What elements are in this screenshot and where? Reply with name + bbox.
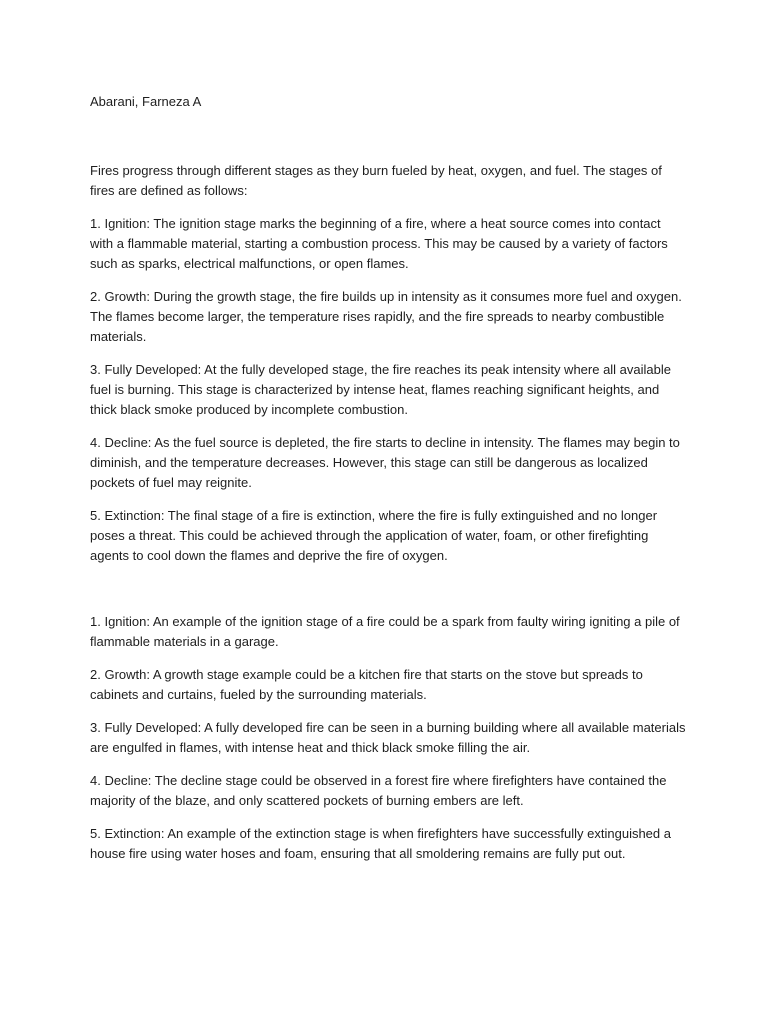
stage-decline-paragraph: 4. Decline: As the fuel source is depleted, the fire starts to decline in intensity. The flames may begin to diminish, and the temperature decreases. However, this stage can still be dangerous as localized pockets of fuel may reignite.: [90, 435, 680, 490]
example-growth-paragraph: 2. Growth: A growth stage example could be a kitchen fire that starts on the stove but spreads to cabinets and curtains, fueled by the surrounding materials.: [90, 667, 643, 702]
author-name: Abarani, Farneza A: [90, 94, 202, 109]
stage-ignition-paragraph: 1. Ignition: The ignition stage marks the beginning of a fire, where a heat source comes into contact with a flammable material, starting a combustion process. This may be caused by a variety of factors such as sparks, electrical malfunctions, or open flames.: [90, 216, 668, 271]
stage-fully-developed-paragraph: 3. Fully Developed: At the fully developed stage, the fire reaches its peak intensity where all available fuel is burning. This stage is characterized by intense heat, flames reaching significant heights, and thick black smoke produced by incomplete combustion.: [90, 362, 672, 417]
example-ignition-paragraph: 1. Ignition: An example of the ignition stage of a fire could be a spark from faulty wiring igniting a pile of flammable materials in a garage.: [90, 614, 680, 649]
stage-growth-paragraph: 2. Growth: During the growth stage, the fire builds up in intensity as it consumes more fuel and oxygen. The flames become larger, the temperature rises rapidly, and the fire spreads to nearby combustible materials.: [90, 289, 682, 344]
example-extinction-paragraph: 5. Extinction: An example of the extinction stage is when firefighters have successfully extinguished a house fire using water hoses and foam, ensuring that all smoldering remains are fully put out.: [90, 826, 671, 861]
section-spacer: [90, 579, 686, 612]
example-decline-paragraph: 4. Decline: The decline stage could be observed in a forest fire where firefighters have contained the majority of the blaze, and only scattered pockets of burning embers are left.: [90, 773, 667, 808]
example-fully-developed-paragraph: 3. Fully Developed: A fully developed fire can be seen in a burning building where all available materials are engulfed in flames, with intense heat and thick black smoke filling the air.: [90, 720, 686, 755]
document-page: [90, 92, 686, 877]
intro-paragraph: Fires progress through different stages as they burn fueled by heat, oxygen, and fuel. The stages of fires are defined as follows:: [90, 163, 662, 198]
stage-extinction-paragraph: 5. Extinction: The final stage of a fire is extinction, where the fire is fully extinguished and no longer poses a threat. This could be achieved through the application of water, foam, or other firefighting agents to cool down the flames and deprive the fire of oxygen.: [90, 508, 658, 563]
